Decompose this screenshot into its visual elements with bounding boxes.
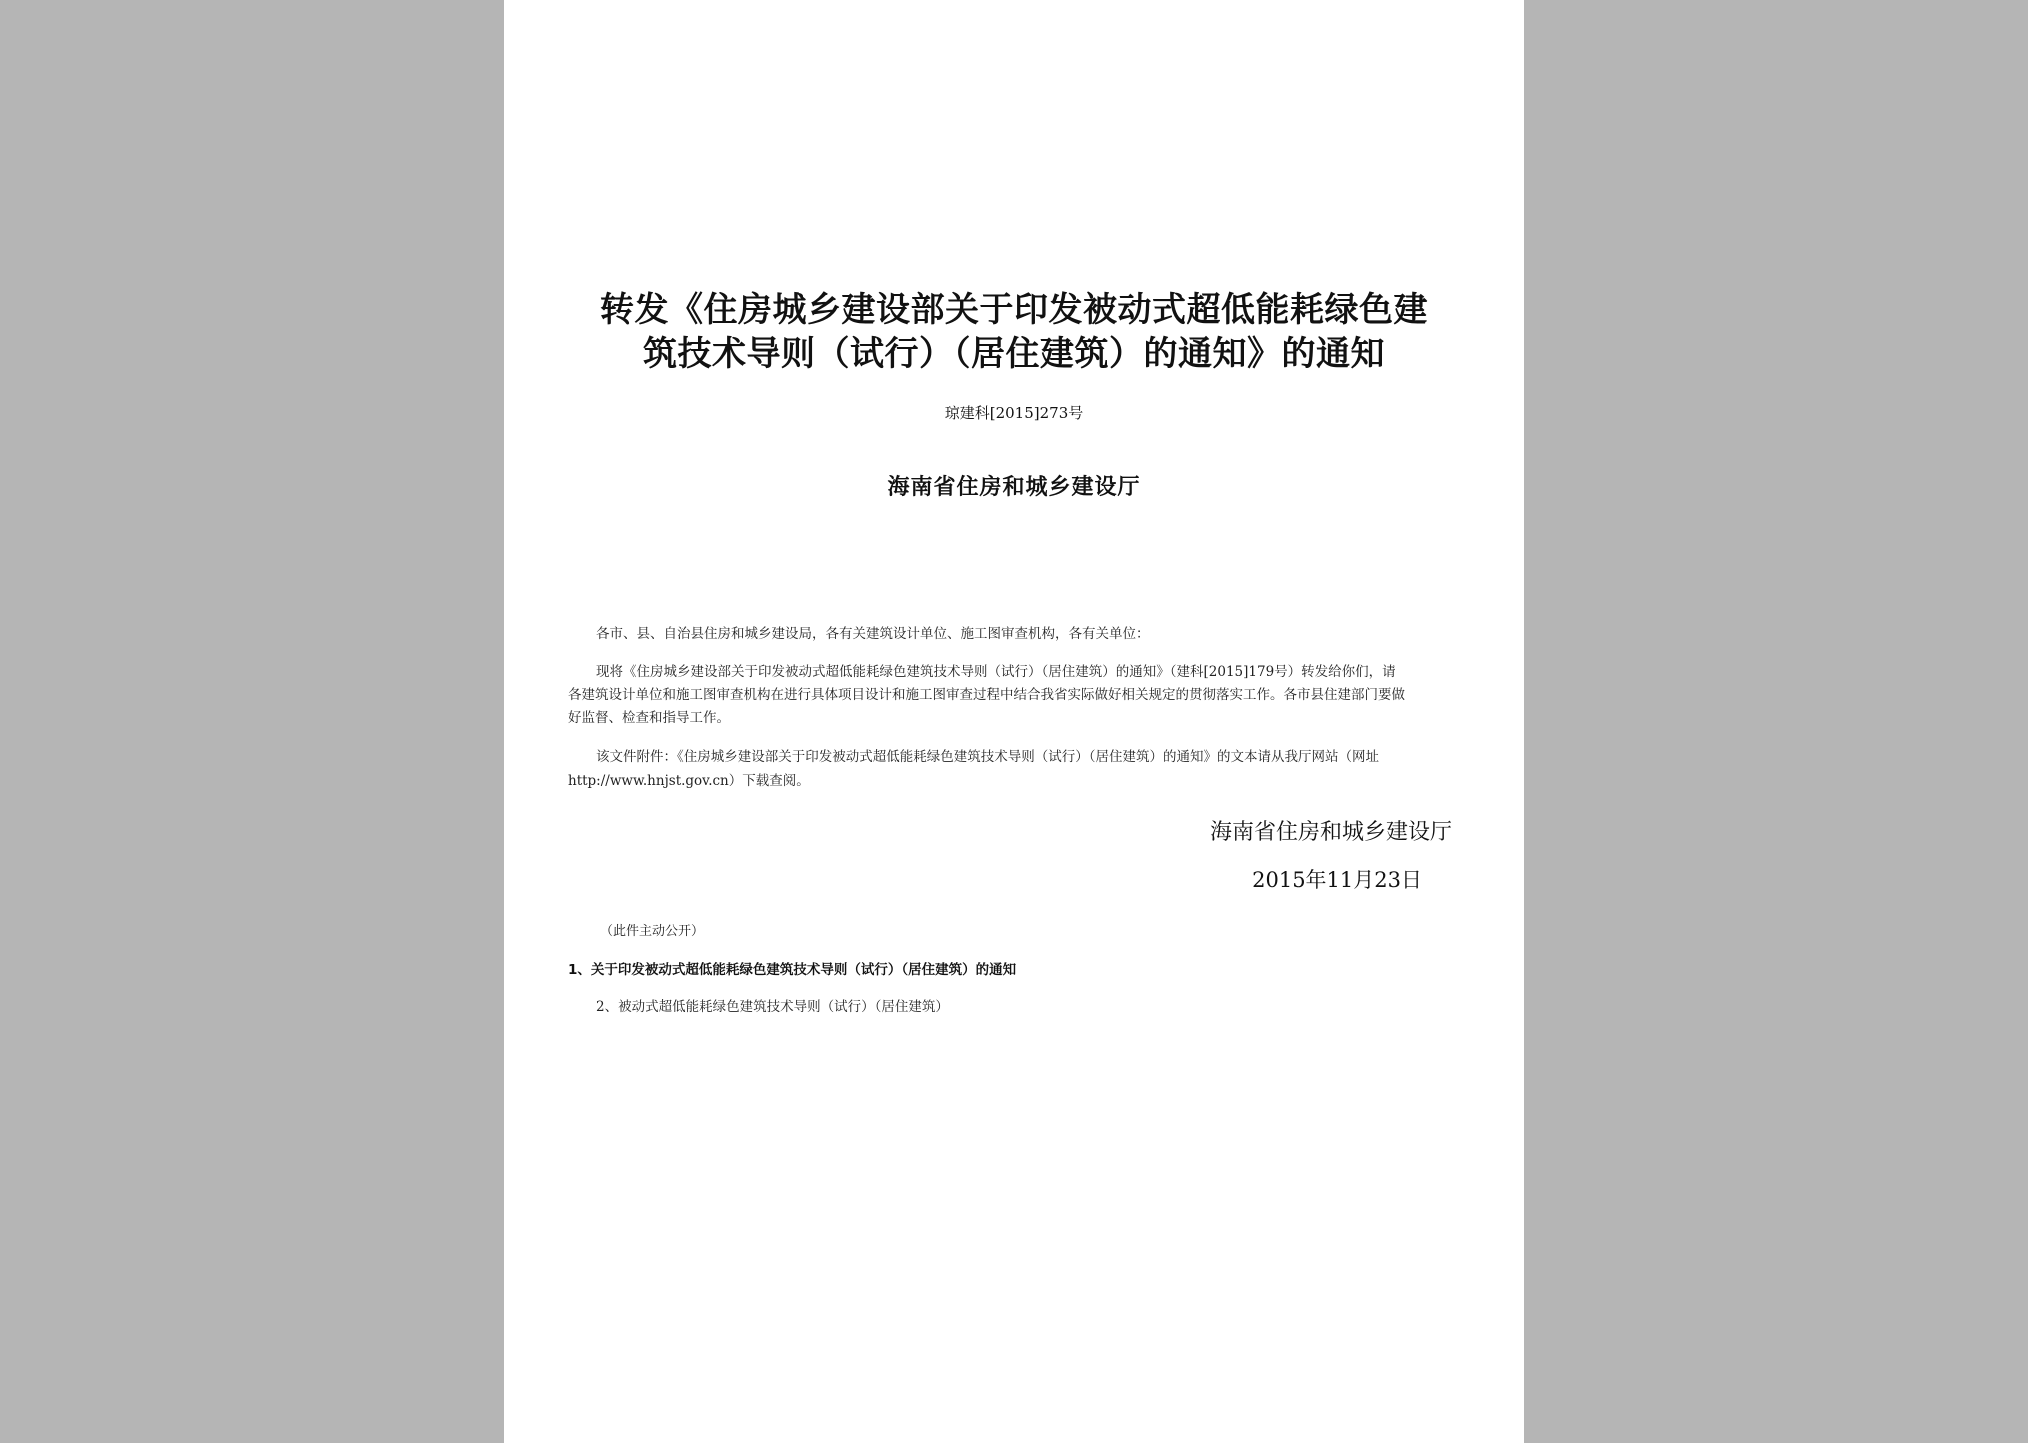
salutation: 各市、县、自治县住房和城乡建设局，各有关建筑设计单位、施工图审查机构，各有关单位：: [596, 626, 1150, 642]
paragraph-1-line-3: 好监督、检查和指导工作。: [568, 710, 730, 726]
paragraph-2-line-2: http://www.hnjst.gov.cn）下载查阅。: [568, 773, 810, 789]
issuer-name: 海南省住房和城乡建设厅: [887, 475, 1141, 500]
attachment-item-1: 1、关于印发被动式超低能耗绿色建筑技术导则（试行）（居住建筑）的通知: [568, 962, 1017, 978]
paragraph-1-line-2: 各建筑设计单位和施工图审查机构在进行具体项目设计和施工图审查过程中结合我省实际做好相关规定的贯彻落实工作。各市县住建部门要做: [568, 687, 1405, 703]
signature-organization: 海南省住房和城乡建设厅: [1209, 820, 1452, 845]
document-page: [504, 0, 1524, 1443]
document-title-line-1: 转发《住房城乡建设部关于印发被动式超低能耗绿色建: [600, 290, 1428, 330]
paragraph-2-line-1: 该文件附件：《住房城乡建设部关于印发被动式超低能耗绿色建筑技术导则（试行）（居住建筑）的通知》的文本请从我厅网站（网址: [596, 749, 1379, 765]
document-title-line-2: 筑技术导则（试行）（居住建筑）的通知》的通知: [643, 334, 1385, 374]
public-disclosure-note: （此件主动公开）: [600, 924, 705, 939]
signature-date: 2015年11月23日: [1252, 868, 1422, 892]
paragraph-1-line-1: 现将《住房城乡建设部关于印发被动式超低能耗绿色建筑技术导则（试行）（居住建筑）的通知》（建科[2015]179号）转发给你们，请: [596, 664, 1396, 680]
attachment-item-2: 2、被动式超低能耗绿色建筑技术导则（试行）（居住建筑）: [596, 999, 949, 1015]
document-number: 琼建科[2015]273号: [944, 404, 1084, 422]
